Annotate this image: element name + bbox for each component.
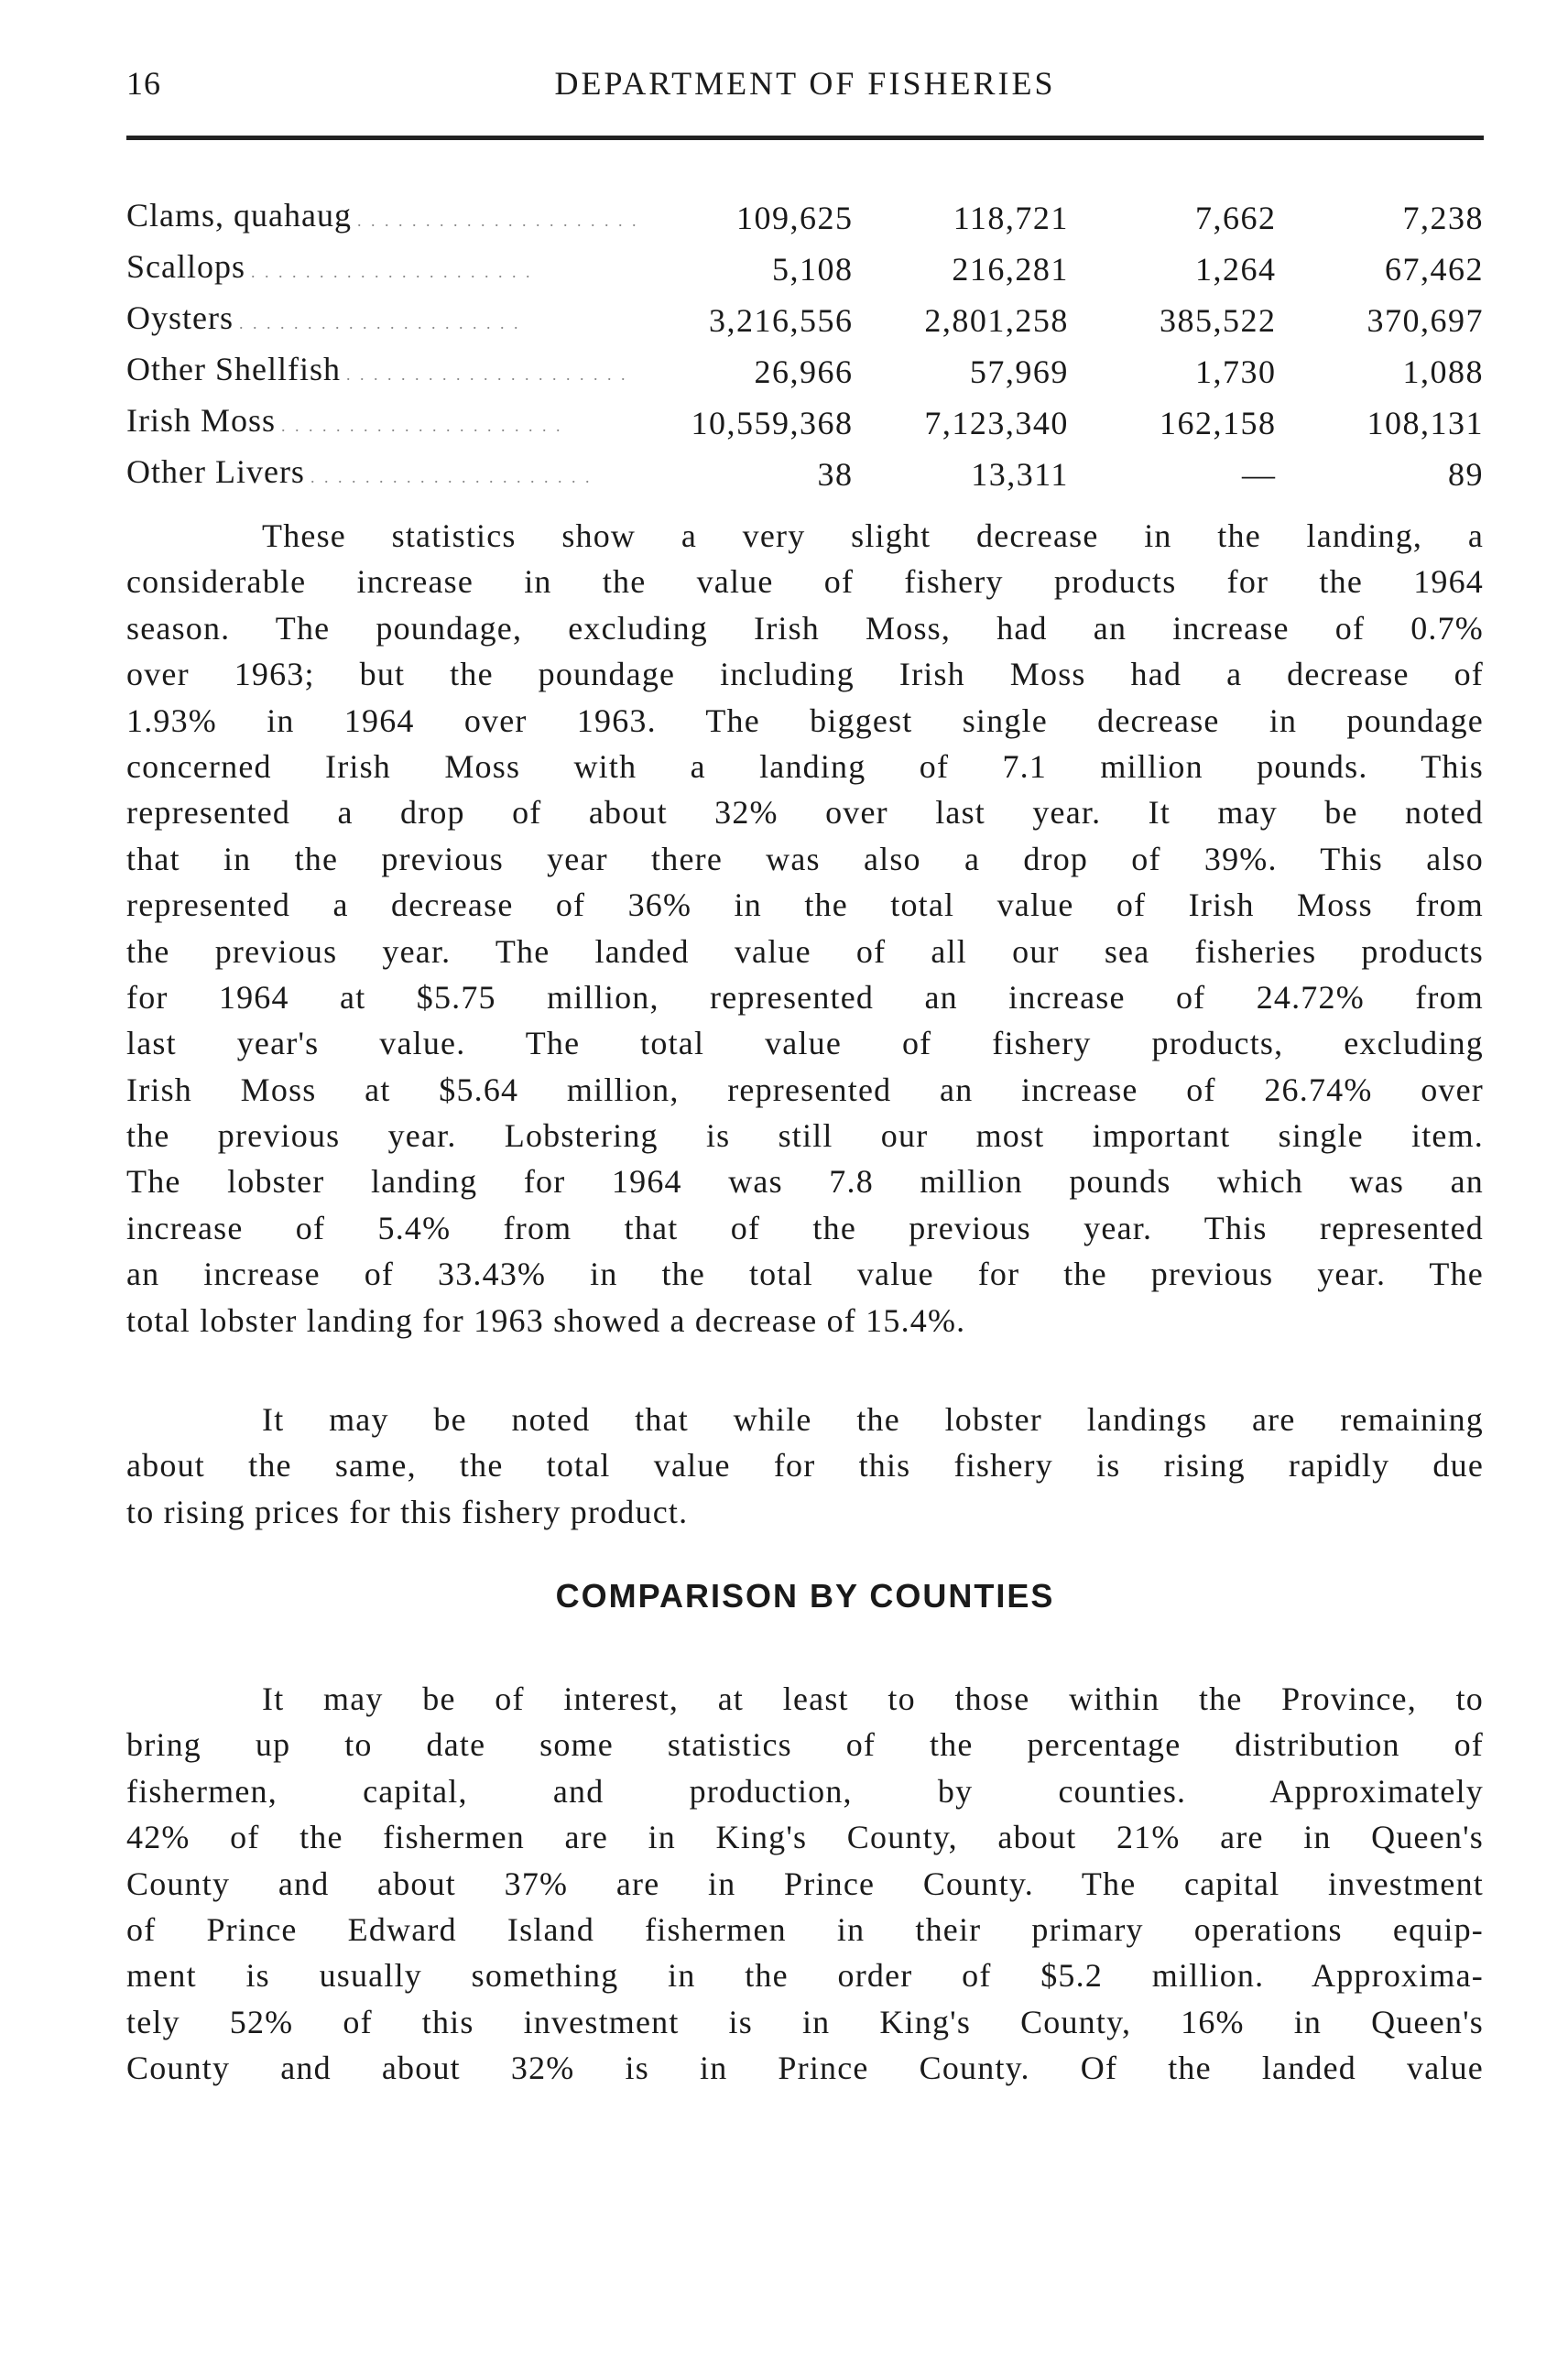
text-line: that in the previous year there was also a drop of 39%. This also [126,840,1484,877]
table-cell: 67,462 [1385,251,1484,288]
table-row [126,295,1484,346]
table-cell: 109,625 [736,200,854,236]
table-cell: 7,662 [1194,200,1277,236]
statistics-paragraph [126,513,1484,1343]
text-line: County and about 37% are in Prince County. The capital investment [126,1865,1484,1902]
leader-dots: . . . . . . . . . . . . . . . . . . . . . [310,468,593,486]
text-line: concerned Irish Moss with a landing of 7.1 million pounds. This [126,747,1484,785]
catch-table [126,192,1484,500]
text-line: fishermen, capital, and production, by counties. Approximately [126,1772,1484,1810]
text-line: the previous year. The landed value of all our sea fisheries products [126,932,1484,970]
text-line: of Prince Edward Island fishermen in their primary operations equip- [126,1910,1484,1948]
table-cell: 370,697 [1367,302,1484,339]
table-cell: 38 [817,456,854,493]
table-cell: 118,721 [953,200,1069,236]
table-row [126,346,1484,397]
text-line: represented a drop of about 32% over last year. It may be noted [126,794,1484,832]
leader-dots: . . . . . . . . . . . . . . . . . . . . . [345,365,628,384]
table-cell: 26,966 [754,353,854,390]
page-header [126,64,1484,110]
table-row [126,192,1484,244]
row-label-cell [126,192,638,244]
text-line: season. The poundage, excluding Irish Moss, had an increase of 0.7% [126,609,1484,647]
table-cell: 13,311 [971,456,1069,493]
table-cell: 385,522 [1159,302,1277,339]
text-line: ment is usually something in the order of $5.2 million. Approxima- [126,1957,1484,1995]
text-line: The lobster landing for 1964 was 7.8 million pounds which was an [126,1163,1484,1201]
text-line: over 1963; but the poundage including Irish Moss had a decrease of [126,656,1484,693]
text-line: to rising prices for this fishery product. [126,1493,689,1530]
counties-paragraph [126,1676,1484,2092]
leader-dots: . . . . . . . . . . . . . . . . . . . . . [356,212,639,230]
leader-dots: . . . . . . . . . . . . . . . . . . . . . [251,263,533,281]
leader-dots: . . . . . . . . . . . . . . . . . . . . . [239,314,521,332]
row-label-cell [126,449,638,500]
text-line: last year's value. The total value of fishery products, excluding [126,1025,1484,1062]
table-cell: 89 [1448,456,1484,493]
text-line: It may be of interest, at least to those within the Province, to [262,1680,1484,1717]
row-label-cell [126,397,638,449]
text-line: an increase of 33.43% in the total value for the previous year. The [126,1256,1484,1293]
table-cell: 108,131 [1367,405,1484,441]
text-line: County and about 32% is in Prince County. Of the landed value [126,2050,1484,2087]
table-cell: 2,801,258 [924,302,1069,339]
catch-table-body [126,192,1484,500]
table-row [126,397,1484,449]
text-line: total lobster landing for 1963 showed a decrease of 15.4%. [126,1301,966,1339]
table-cell: 216,281 [952,251,1069,288]
table-cell: 7,123,340 [924,405,1069,441]
table-cell: 1,088 [1402,353,1484,390]
row-label: Irish Moss [126,402,277,439]
text-line: 42% of the fishermen are in King's County, about 21% are in Queen's [126,1819,1484,1856]
row-label: Clams, quahaug [126,197,352,234]
text-line: considerable increase in the value of fishery products for the 1964 [126,563,1484,601]
table-cell: 57,969 [969,353,1069,390]
lobster-paragraph [126,1397,1484,1535]
row-label-cell [126,244,638,295]
row-label: Other Livers [126,453,305,490]
running-title: DEPARTMENT OF FISHERIES [554,65,1056,102]
table-cell: 10,559,368 [691,405,854,441]
section-heading: COMPARISON BY COUNTIES [555,1577,1055,1615]
table-cell: — [1241,456,1277,493]
table-cell: 7,238 [1402,200,1484,236]
leader-dots: . . . . . . . . . . . . . . . . . . . . . [281,417,563,435]
text-line: 1.93% in 1964 over 1963. The biggest single decrease in poundage [126,702,1484,739]
text-line: the previous year. Lobstering is still our most important single item. [126,1117,1484,1155]
table-row [126,449,1484,500]
text-line: for 1964 at $5.75 million, represented an increase of 24.72% from [126,978,1484,1016]
row-label: Oysters [126,299,234,336]
text-line: tely 52% of this investment is in King's County, 16% in Queen's [126,2003,1484,2040]
text-line: bring up to date some statistics of the percentage distribution of [126,1726,1484,1764]
text-line: about the same, the total value for this fishery is rising rapidly due [126,1447,1484,1485]
text-line: Irish Moss at $5.64 million, represented an increase of 26.74% over [126,1071,1484,1108]
text-line: increase of 5.4% from that of the previous year. This represented [126,1209,1484,1246]
table-cell: 3,216,556 [709,302,854,339]
table-cell: 5,108 [772,251,854,288]
row-label-cell [126,295,638,346]
header-rule [126,136,1484,140]
text-line: These statistics show a very slight decrease in the landing, a [262,517,1484,554]
table-cell: 1,730 [1194,353,1277,390]
row-label-cell [126,346,638,397]
page-number: 16 [126,65,161,102]
text-line: represented a decrease of 36% in the total value of Irish Moss from [126,886,1484,924]
text-line: It may be noted that while the lobster landings are remaining [262,1401,1484,1438]
row-label: Scallops [126,248,245,285]
row-label: Other Shellfish [126,351,341,387]
table-row [126,244,1484,295]
table-cell: 162,158 [1159,405,1277,441]
table-cell: 1,264 [1194,251,1277,288]
